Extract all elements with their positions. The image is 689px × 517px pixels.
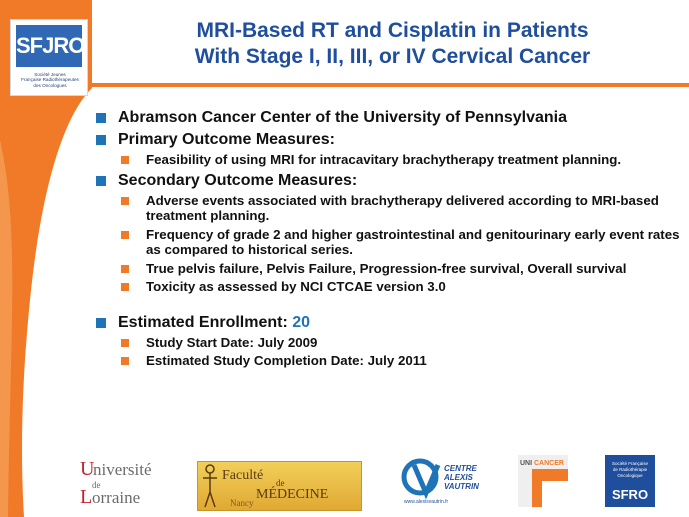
- cav-url: www.alexisvautrin.fr: [404, 499, 449, 505]
- sfro-small1: Société Française: [611, 461, 649, 466]
- cav-line1: CENTRE: [444, 464, 477, 473]
- universite-de-lorraine-logo: [78, 455, 170, 507]
- sub-bullet-start-date: Study Start Date: July 2009: [94, 335, 684, 351]
- centre-alexis-vautrin-logo: [400, 455, 490, 507]
- sub-bullet-completion-date: Estimated Study Completion Date: July 2011: [94, 353, 684, 369]
- ul-orraine: orraine: [92, 488, 141, 507]
- skeleton-icon: [203, 465, 217, 507]
- faculte-de-medecine-logo: [197, 461, 362, 511]
- header-divider: [92, 83, 689, 87]
- cav-mark-icon: [404, 461, 438, 493]
- enrollment-value: 20: [292, 313, 311, 331]
- unicancer-logo: [518, 455, 568, 507]
- enrollment-label: Estimated Enrollment:: [118, 313, 288, 331]
- sfro-logo: [605, 455, 655, 507]
- ul-initial-u: U: [80, 458, 95, 480]
- unicancer-uni: UNI: [520, 460, 533, 467]
- cav-line2: ALEXIS: [444, 473, 473, 482]
- faculte-de: de: [276, 478, 285, 488]
- sub-bullet-secondary-4: Toxicity as assessed by NCI CTCAE version 3.0: [94, 279, 684, 295]
- bullet-center: Abramson Cancer Center of the University of Pennsylvania: [94, 108, 684, 127]
- ul-niversite: niversité: [93, 460, 152, 479]
- spacer: [94, 298, 684, 313]
- faculte-word: Faculté: [222, 468, 264, 483]
- bullet-secondary-heading: Secondary Outcome Measures:: [94, 171, 684, 190]
- sfjro-logo-subtitle: Société Jeunes Française Radiothérapeutes des Oncologues: [21, 72, 79, 88]
- sfro-small3: Oncologique: [617, 473, 643, 478]
- sub-bullet-secondary-1: Adverse events associated with brachytherapy delivered according to MRI-based treatment planning.: [94, 193, 684, 224]
- sfjro-logo-mark: SFJRO: [16, 25, 82, 67]
- bullet-primary-heading: Primary Outcome Measures:: [94, 130, 684, 149]
- cav-line3: VAUTRIN: [444, 482, 479, 491]
- sub-bullet-secondary-2: Frequency of grade 2 and higher gastrointestinal and genitourinary early event rates as compared to historical series.: [94, 227, 684, 258]
- bullet-enrollment: [94, 313, 684, 332]
- unicancer-cancer: CANCER: [534, 460, 564, 467]
- slide-title-line1: MRI-Based RT and Cisplatin in Patients: [196, 19, 589, 42]
- ul-initial-l: L: [80, 486, 93, 507]
- nancy-word: Nancy: [230, 498, 254, 508]
- sub-bullet-primary-1: Feasibility of using MRI for intracavitary brachytherapy treatment planning.: [94, 152, 684, 168]
- sub-bullet-secondary-3: True pelvis failure, Pelvis Failure, Progression-free survival, Overall survival: [94, 261, 684, 277]
- medecine-word: MÉDECINE: [256, 487, 329, 502]
- ul-de: de: [92, 480, 101, 490]
- slide-content: [94, 108, 684, 372]
- sfro-small2: de Radiothérapie: [612, 467, 648, 472]
- slide-title: [100, 18, 685, 70]
- sfro-name: SFRO: [611, 487, 649, 502]
- sfjro-logo: [10, 19, 88, 96]
- slide-title-line2: With Stage I, II, III, or IV Cervical Cancer: [194, 45, 591, 68]
